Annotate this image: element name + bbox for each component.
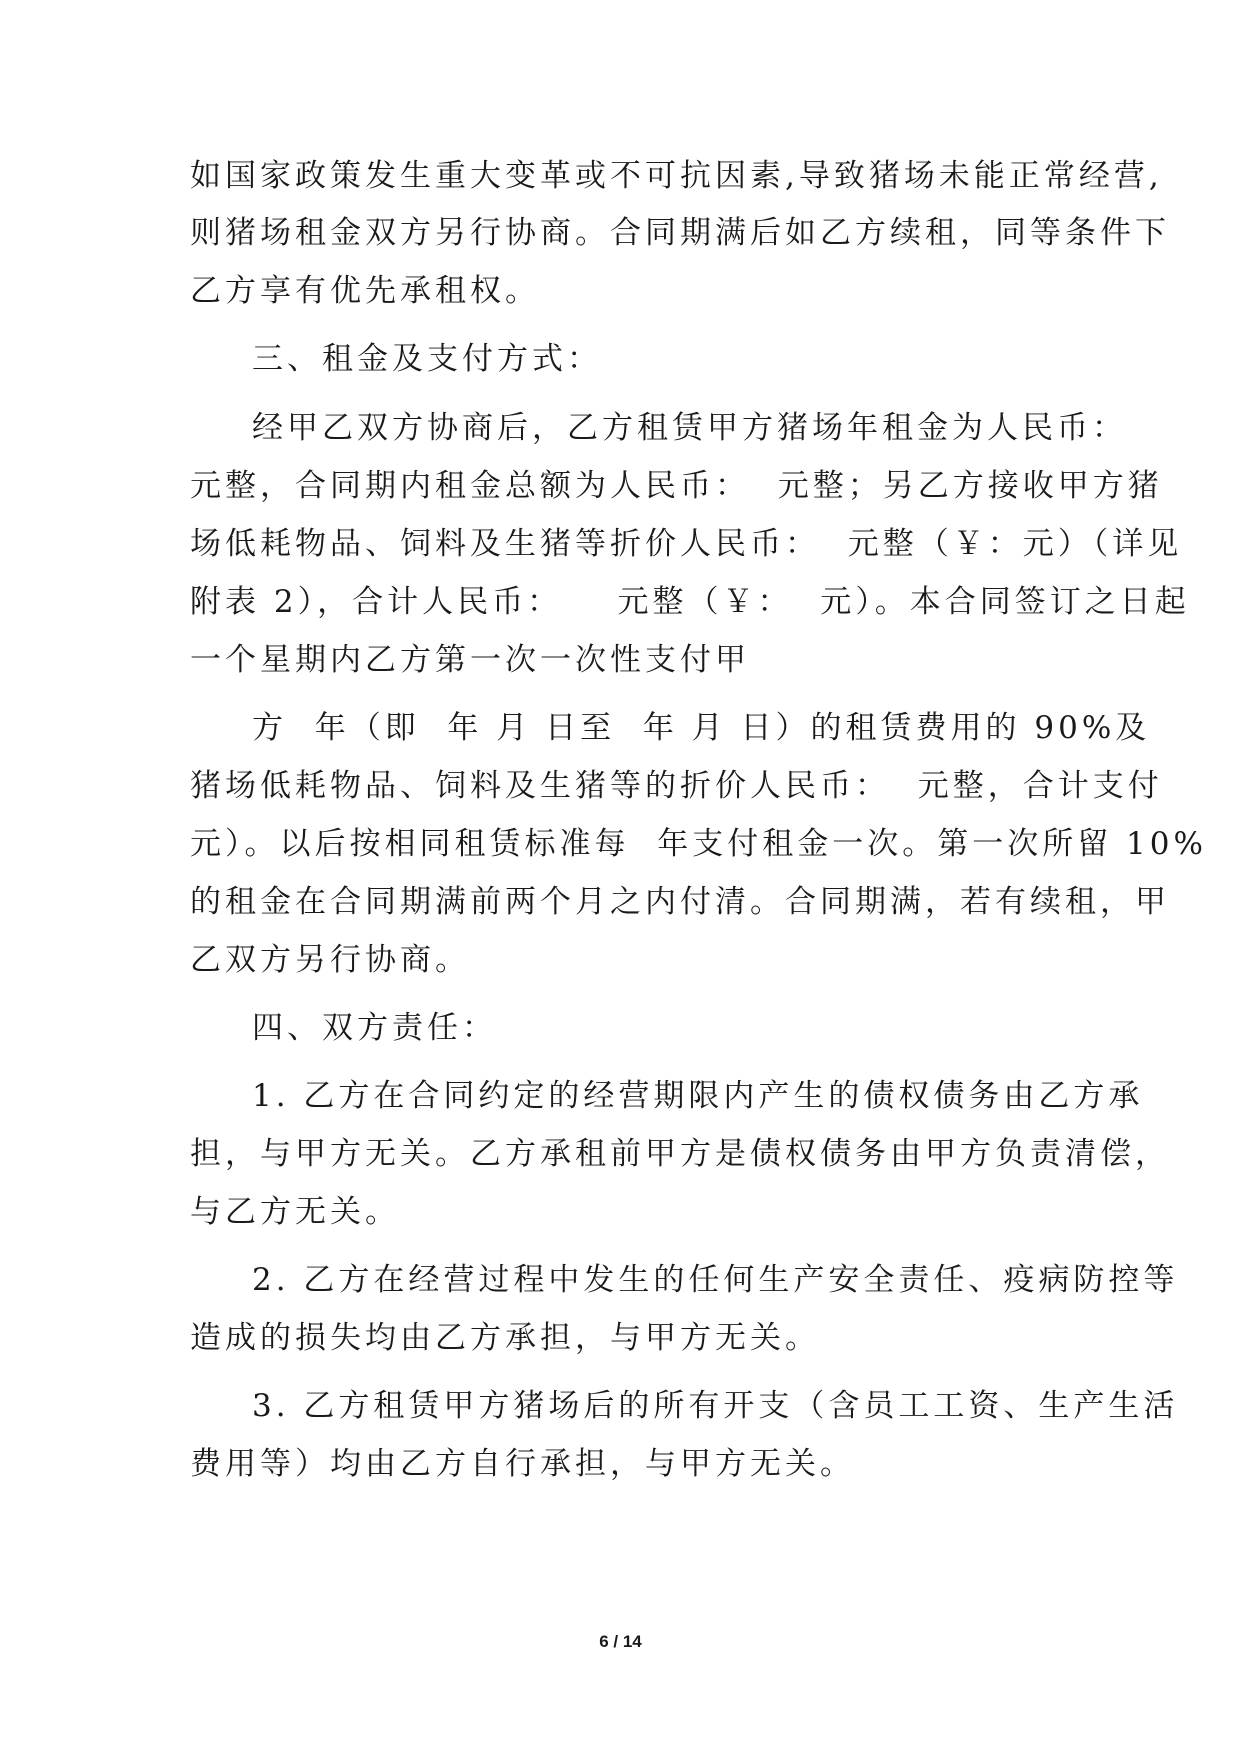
- text-line: 3. 乙方租赁甲方猪场后的所有开支（含员工工资、生产生活: [252, 1388, 1179, 1424]
- text-line: 2. 乙方在经营过程中发生的任何生产安全责任、疫病防控等: [252, 1262, 1179, 1298]
- section-heading: 三、租金及支付方式：: [252, 341, 602, 377]
- text-line: 1. 乙方在合同约定的经营期限内产生的债权债务由乙方承: [252, 1078, 1144, 1114]
- text-line: 乙方享有优先承租权。: [190, 273, 540, 309]
- text-line: 费用等）均由乙方自行承担，与甲方无关。: [190, 1446, 855, 1482]
- page-number: 6 / 14: [599, 1632, 642, 1651]
- text-line: 猪场低耗物品、饲料及生猪等的折价人民币： 元整，合计支付: [190, 768, 1163, 804]
- text-line: 则猪场租金双方另行协商。合同期满后如乙方续租，同等条件下: [190, 215, 1170, 251]
- text-line: 与乙方无关。: [190, 1194, 400, 1230]
- text-line: 担，与甲方无关。乙方承租前甲方是债权债务由甲方负责清偿，: [190, 1136, 1170, 1172]
- text-line: 乙双方另行协商。: [190, 942, 470, 978]
- text-line: 经甲乙双方协商后，乙方租赁甲方猪场年租金为人民币：: [252, 410, 1127, 446]
- text-line: 元整，合同期内租金总额为人民币： 元整；另乙方接收甲方猪: [190, 468, 1163, 504]
- text-line: 的租金在合同期满前两个月之内付清。合同期满，若有续租，甲: [190, 884, 1170, 920]
- text-line: 方 年（即 年 月 日至 年 月 日）的租赁费用的 90%及: [252, 710, 1151, 746]
- section-heading: 四、双方责任：: [252, 1010, 497, 1046]
- text-line: 场低耗物品、饲料及生猪等折价人民币： 元整（￥：元）（详见: [190, 526, 1183, 562]
- text-line: 一个星期内乙方第一次一次性支付甲: [190, 642, 750, 678]
- text-line: 造成的损失均由乙方承担，与甲方无关。: [190, 1320, 820, 1356]
- text-line: 如国家政策发生重大变革或不可抗因素,导致猪场未能正常经营,: [190, 158, 1163, 194]
- text-line: 元）。以后按相同租赁标准每 年支付租金一次。第一次所留 10%: [190, 826, 1207, 862]
- text-line: 附表 2），合计人民币： 元整（￥： 元）。本合同签订之日起: [190, 584, 1190, 620]
